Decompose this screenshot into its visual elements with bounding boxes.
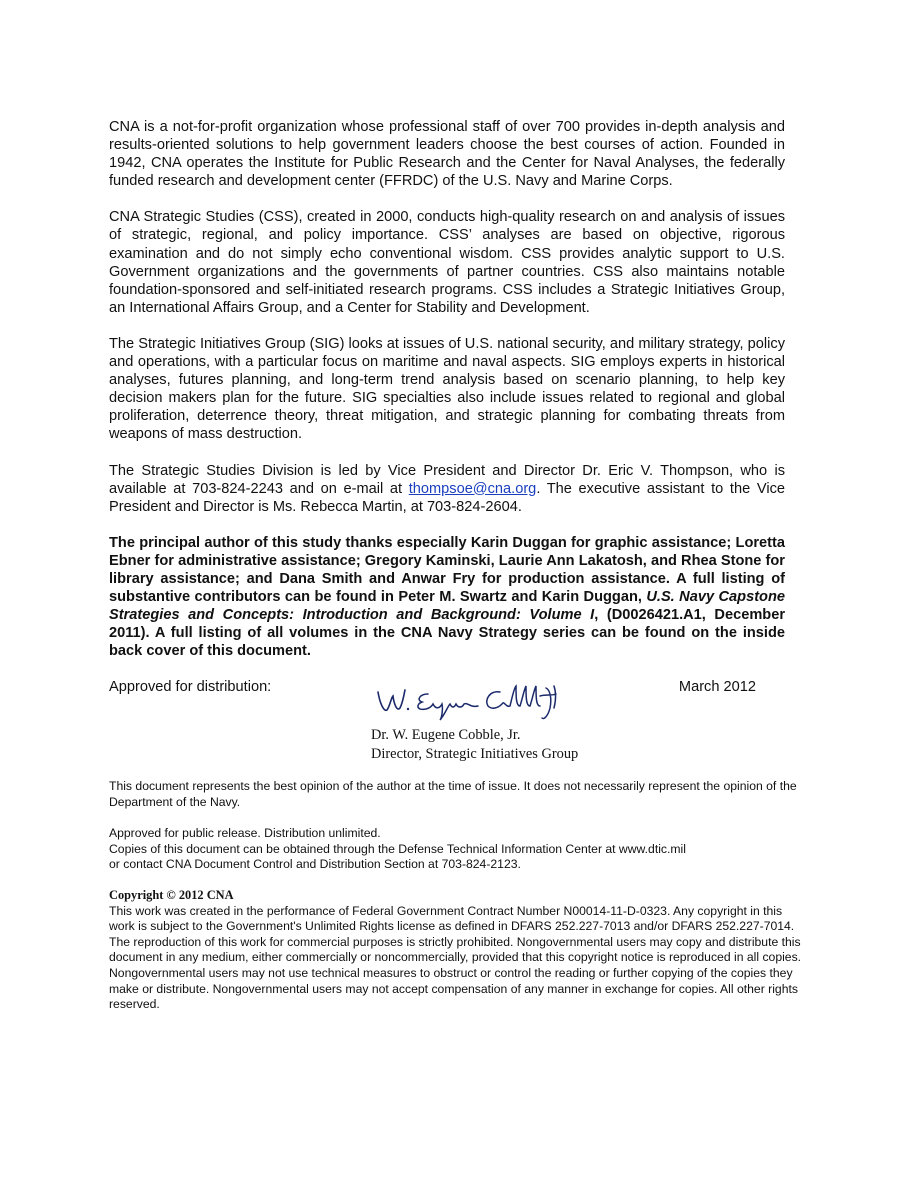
opinion-text: This document represents the best opinion of the author at the time of issue. It does not necessarily represent the opinion of the Department of the Navy. xyxy=(109,779,797,809)
document-page xyxy=(109,118,785,696)
contact-text-after: . The executive assistant to the Vice President and Director is Ms. Rebecca Martin, at 703-824-2604. xyxy=(109,480,785,515)
cna-description-paragraph: CNA is a not-for-profit organization whose professional staff of over 700 provides in-depth analysis and results-oriented solutions to help government leaders choose the best courses of action. Founded in 1942, CNA operates the Institute for Public Research and the Center for Naval Analyses, the federally funded research and development center (FFRDC) of the U.S. Navy and Marine Corps. xyxy=(109,119,785,190)
signer-name: Dr. W. Eugene Cobble, Jr. xyxy=(371,727,521,743)
opinion-notice xyxy=(109,779,799,810)
acknowledgements-text-before: The principal author of this study thanks especially Karin Duggan for graphic assistance; Loretta Ebner for administrative assistance; Gregory Kaminski, Laurie Ann Lakatosh, and Rhea Stone for library assistance; and Dana Smith and Anwar Fry for production assistance. A full listing of substantive contributors can be found in Peter M. Swartz and Karin Duggan, xyxy=(109,534,785,606)
release-line-1: Approved for public release. Distribution unlimited. xyxy=(109,826,381,840)
release-line-3: or contact CNA Document Control and Distribution Section at 703-824-2123. xyxy=(109,857,521,872)
signature-icon xyxy=(370,678,570,722)
copyright-notice xyxy=(109,888,809,1013)
css-description-paragraph: CNA Strategic Studies (CSS), created in 2000, conducts high-quality research on and analysis of issues of strategic, regional, and policy importance. CSS’ analyses are based on objective, rigorous examination and do not simply echo conventional wisdom. CSS provides analytic support to U.S. Government organizations and the governments of partner countries. CSS also maintains notable foundation-sponsored and self-initiated research programs. CSS includes a Strategic Initiatives Group, an International Affairs Group, and a Center for Stability and Development. xyxy=(109,209,785,316)
signer-block xyxy=(371,726,578,763)
sig-description-paragraph: The Strategic Initiatives Group (SIG) looks at issues of U.S. national security, and military strategy, policy and operations, with a particular focus on maritime and naval aspects. SIG employs experts in historical analyses, futures planning, and long-term trend analysis based on scenario planning, to help key decision makers plan for the future. SIG specialties also include issues related to regional and global proliferation, deterrence theory, threat mitigation, and strategic planning for combating threats from weapons of mass destruction. xyxy=(109,335,785,443)
signer-title: Director, Strategic Initiatives Group xyxy=(371,745,579,762)
acknowledgements-paragraph xyxy=(109,534,785,661)
copyright-title: Copyright © 2012 CNA xyxy=(109,888,234,902)
approval-date: March 2012 xyxy=(678,679,756,696)
copyright-text: This work was created in the performance of Federal Government Contract Number N00014-11-D-0323. Any copyright in this work is subject to the Government's Unlimited Rights license as defined in DFARS 252.227-7013 and/or DFARS 252.227-7014. The reproduction of this work for commercial purposes is strictly prohibited. Nongovernmental users may copy and distribute this document in any medium, either commercially or noncommercially, provided that this copyright notice is reproduced in all copies. Nongovernmental users may not use technical measures to obstruct or control the reading or further copying of the copies they make or distribute. Nongovernmental users may not accept compensation of any manner in exchange for copies. All other rights reserved. xyxy=(109,903,802,1012)
acknowledgements-text-after: , (D0026421.A1, December 2011). A full listing of all volumes in the CNA Navy Strategy series can be found on the inside back cover of this document. xyxy=(109,607,786,660)
email-link[interactable]: thompsoe@cna.org xyxy=(408,480,537,497)
division-contact-paragraph xyxy=(109,462,785,516)
release-notice xyxy=(109,826,799,873)
release-line-2: Copies of this document can be obtained through the Defense Technical Information Center at www.dtic.mil xyxy=(109,841,686,856)
cited-volume-title: U.S. Navy Capstone Strategies and Concepts: Introduction and Background: Volume I xyxy=(109,589,786,624)
contact-text-before: The Strategic Studies Division is led by Vice President and Director Dr. Eric V. Thompson, who is available at 703-824-2243 and on e-mail at xyxy=(109,462,785,497)
approval-label: Approved for distribution: xyxy=(109,679,272,696)
